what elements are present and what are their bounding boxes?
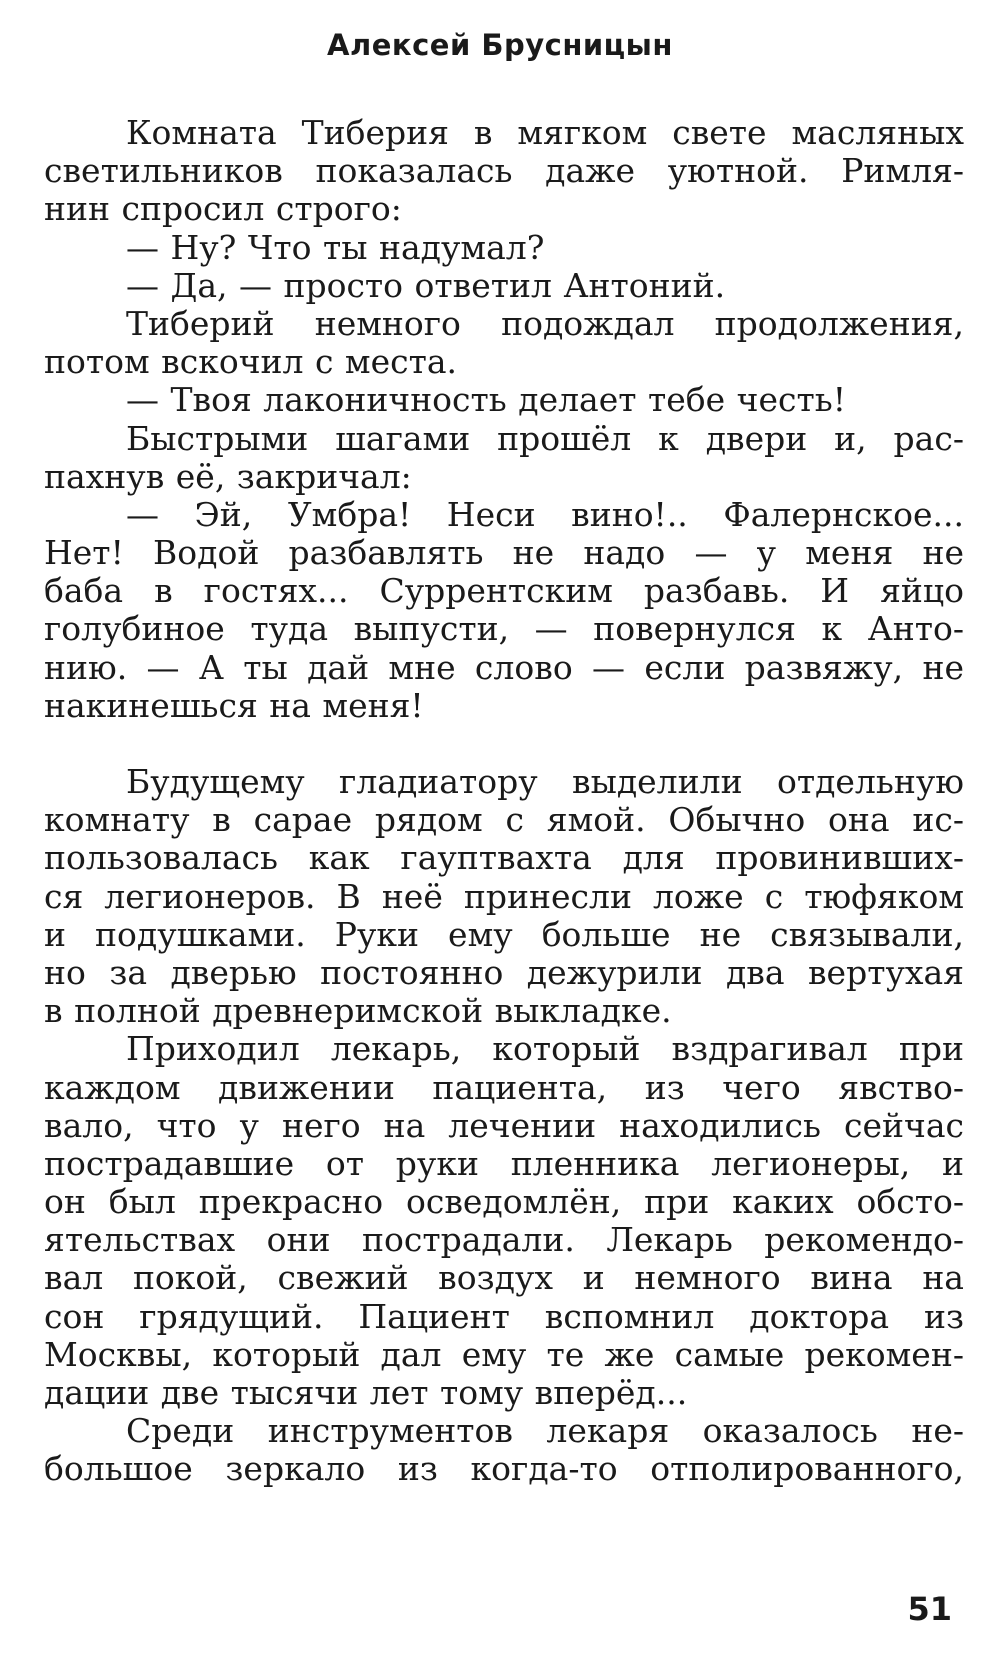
text-line: пострадавшие от руки пленника легионеры, и	[44, 1143, 964, 1183]
text-line: ся легионеров. В неё принесли ложе с тюфяком	[44, 876, 964, 916]
text-line: Комната Тиберия в мягком свете масляных	[126, 113, 964, 152]
paragraph	[44, 496, 964, 725]
text-line: — Эй, Умбра! Неси вино!.. Фалернское...	[126, 494, 964, 534]
section-break	[44, 725, 964, 763]
text-line: вал покой, свежий воздух и немного вина на	[44, 1258, 964, 1298]
text-line: голубиное туда выпусти, — повернулся к Анто-	[44, 609, 964, 649]
text-line: в полной древнеримской выкладке.	[44, 991, 672, 1031]
text-line: — Ну? Что ты надумал?	[126, 227, 545, 267]
paragraph	[44, 305, 964, 381]
text-line: Быстрыми шагами прошёл к двери и, рас-	[126, 418, 964, 458]
paragraph	[44, 763, 964, 1030]
paragraph	[44, 381, 964, 419]
text-line: светильников показалась даже уютной. Римля-	[44, 151, 964, 191]
text-line: потом вскочил с места.	[44, 342, 458, 382]
text-line: каждом движении пациента, из чего явство-	[44, 1067, 964, 1107]
text-line: он был прекрасно осведомлён, при каких обсто-	[44, 1182, 964, 1222]
text-line: — Твоя лаконичность делает тебе честь!	[126, 380, 846, 420]
text-line: нию. — А ты дай мне слово — если развяжу, не	[44, 647, 964, 687]
page-body	[44, 114, 964, 1489]
text-line: Среди инструментов лекаря оказалось не-	[126, 1411, 964, 1451]
paragraph	[44, 114, 964, 229]
text-line: сон грядущий. Пациент вспомнил доктора из	[44, 1296, 964, 1336]
paragraph	[44, 267, 964, 305]
text-line: вало, что у него на лечении находились сейчас	[44, 1105, 964, 1145]
text-line: Нет! Водой разбавлять не надо — у меня не	[44, 533, 964, 573]
text-line: Москвы, который дал ему те же самые рекомен-	[44, 1334, 964, 1374]
text-line: пользовалась как гауптвахта для провинивших-	[44, 838, 964, 878]
text-line: пахнув её, закричал:	[44, 456, 412, 496]
text-line: но за дверью постоянно дежурили два вертухая	[44, 952, 964, 992]
text-line: нин спросил строго:	[44, 189, 402, 229]
paragraph	[44, 1412, 964, 1488]
text-line: накинешься на меня!	[44, 685, 424, 725]
text-line: — Да, — просто ответил Антоний.	[126, 265, 726, 305]
text-line: дации две тысячи лет тому вперёд...	[44, 1373, 688, 1412]
paragraph	[44, 1030, 964, 1412]
paragraph	[44, 420, 964, 496]
paragraph	[44, 229, 964, 267]
text-line: Будущему гладиатору выделили отдельную	[126, 762, 964, 801]
text-line: баба в гостях... Суррентским разбавь. И яйцо	[44, 571, 964, 611]
text-line: комнату в сарае рядом с ямой. Обычно она ис-	[44, 800, 964, 840]
text-line: Приходил лекарь, который вздрагивал при	[126, 1029, 964, 1069]
running-header-author: Алексей Брусницын	[327, 28, 673, 62]
page-number: 51	[907, 1590, 952, 1628]
text-line: Тиберий немного подождал продолжения,	[126, 303, 964, 343]
text-line: и подушками. Руки ему больше не связывали,	[44, 914, 964, 954]
text-line: ятельствах они пострадали. Лекарь рекомендо-	[44, 1220, 964, 1260]
text-line: большое зеркало из когда-то отполированного,	[44, 1449, 964, 1489]
